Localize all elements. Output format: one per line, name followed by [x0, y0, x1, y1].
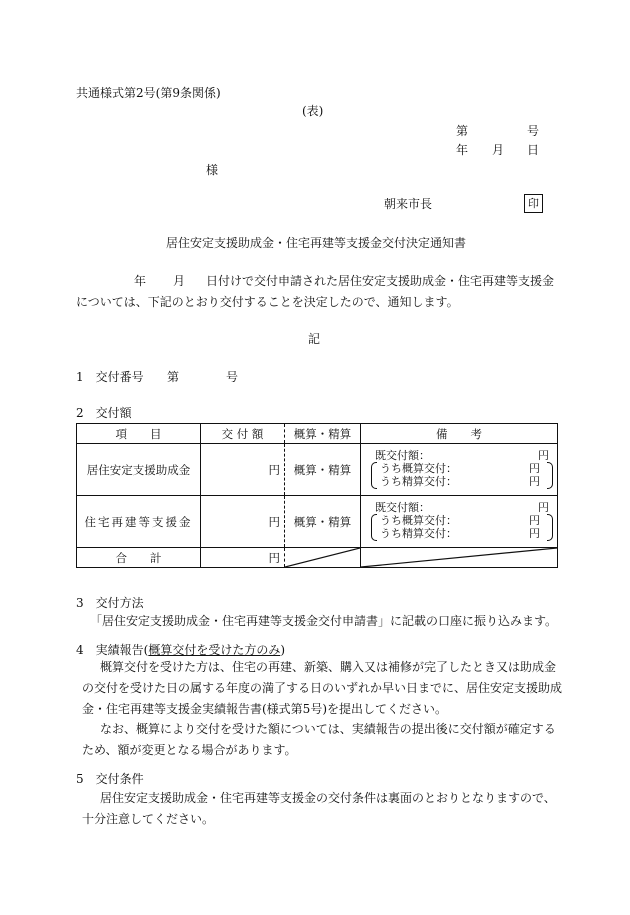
section-4-label-close: )	[280, 643, 286, 657]
issuer-name: 朝来市長	[384, 197, 433, 211]
form-label: 共通様式第2号(第9条関係)	[76, 86, 221, 100]
section-4-p1-line: 概算交付を受けた方は、住宅の再建、新築、購入又は補修が完了したとき又は助成金	[100, 660, 557, 674]
total-amount: 円	[201, 548, 285, 568]
intro-month: 月	[173, 274, 186, 288]
section-2-label: 2 交付額	[76, 406, 132, 420]
remark-estimated: うち概算交付：	[380, 514, 457, 527]
total-type-blank	[285, 548, 361, 568]
remark-yen: 円	[538, 501, 549, 514]
section-4-p2-line: なお、概算により交付を受けた額については、実績報告の提出後に交付額が確定する	[100, 722, 556, 736]
remark-settled: うち精算交付：	[380, 475, 457, 488]
intro-line2: については、下記のとおり交付することを決定したので、通知します。	[76, 295, 459, 309]
row-item: 住宅再建等支援金	[77, 496, 201, 548]
remark-yen: 円	[529, 514, 540, 527]
remark-yen: 円	[529, 462, 540, 475]
remark-yen: 円	[529, 527, 540, 540]
document-title: 居住安定支援助成金・住宅再建等支援金交付決定通知書	[166, 236, 467, 250]
section-4-paragraph-1	[76, 657, 562, 720]
section-1-label: 1 交付番号	[76, 370, 144, 384]
diagonal-strike	[361, 548, 557, 567]
ki-heading: 記	[308, 332, 321, 346]
row-type: 概算・精算	[285, 444, 361, 496]
section-5-paragraph	[76, 788, 556, 830]
header-type: 概算・精算	[285, 424, 361, 444]
section-4-p1-line: 金・住宅再建等支援金実績報告書(様式第5号)を提出してください。	[82, 702, 448, 716]
table-row	[77, 496, 558, 548]
section-4-label-text: 4 実績報告(	[76, 643, 149, 657]
doc-no-prefix: 第	[456, 124, 469, 138]
row-remarks	[361, 496, 558, 548]
row-type: 概算・精算	[285, 496, 361, 548]
grant-amount-table	[76, 423, 558, 568]
bracket-left	[371, 514, 377, 541]
remark-already-paid: 既交付額：	[375, 449, 430, 462]
addressee-suffix: 様	[206, 163, 219, 177]
grant-no-suffix: 号	[226, 370, 239, 384]
remark-estimated: うち概算交付：	[380, 462, 457, 475]
intro-year: 年	[134, 274, 147, 288]
remark-already-paid: 既交付額：	[375, 501, 430, 514]
table-row	[77, 444, 558, 496]
diagonal-strike	[285, 548, 360, 567]
row-amount: 円	[201, 496, 285, 548]
section-4-label	[76, 643, 285, 657]
section-4-paragraph-2	[76, 719, 556, 761]
total-remarks-blank	[361, 548, 558, 568]
total-label: 合 計	[77, 548, 201, 568]
row-remarks	[361, 444, 558, 496]
section-4-p1-line: の交付を受けた日の属する年度の満了する日のいずれか早い日までに、居住安定支援助成	[82, 681, 563, 695]
header-amount: 交 付 額	[201, 424, 285, 444]
section-4-p2-line: ため、額が変更となる場合があります。	[82, 743, 297, 757]
table-row-total	[77, 548, 558, 568]
intro-line1: 日付けで交付申請された居住安定支援助成金・住宅再建等支援金	[206, 274, 555, 288]
date-year: 年	[456, 143, 469, 157]
doc-no-suffix: 号	[527, 124, 540, 138]
section-5-line: 居住安定支援助成金・住宅再建等支援金の交付条件は裏面のとおりとなりますので、	[100, 791, 556, 805]
seal-stamp: 印	[524, 194, 543, 213]
row-amount: 円	[201, 444, 285, 496]
bracket-left	[371, 462, 377, 489]
section-5-line: 十分注意してください。	[82, 812, 215, 826]
remark-yen: 円	[529, 475, 540, 488]
section-3-body: 「居住安定支援助成金・住宅再建等支援金交付申請書」に記載の口座に振り込みます。	[90, 614, 558, 628]
section-4-underlined-note: 概算交付を受けた方のみ	[148, 643, 281, 657]
header-item: 項 目	[77, 424, 201, 444]
side-label: (表)	[302, 104, 324, 118]
remark-yen: 円	[538, 449, 549, 462]
remark-settled: うち精算交付：	[380, 527, 457, 540]
row-item: 居住安定支援助成金	[77, 444, 201, 496]
date-day: 日	[527, 143, 540, 157]
header-remarks: 備 考	[361, 424, 558, 444]
grant-no-prefix: 第	[167, 370, 180, 384]
date-month: 月	[492, 143, 505, 157]
section-5-label: 5 交付条件	[76, 772, 144, 786]
section-3-label: 3 交付方法	[76, 596, 144, 610]
